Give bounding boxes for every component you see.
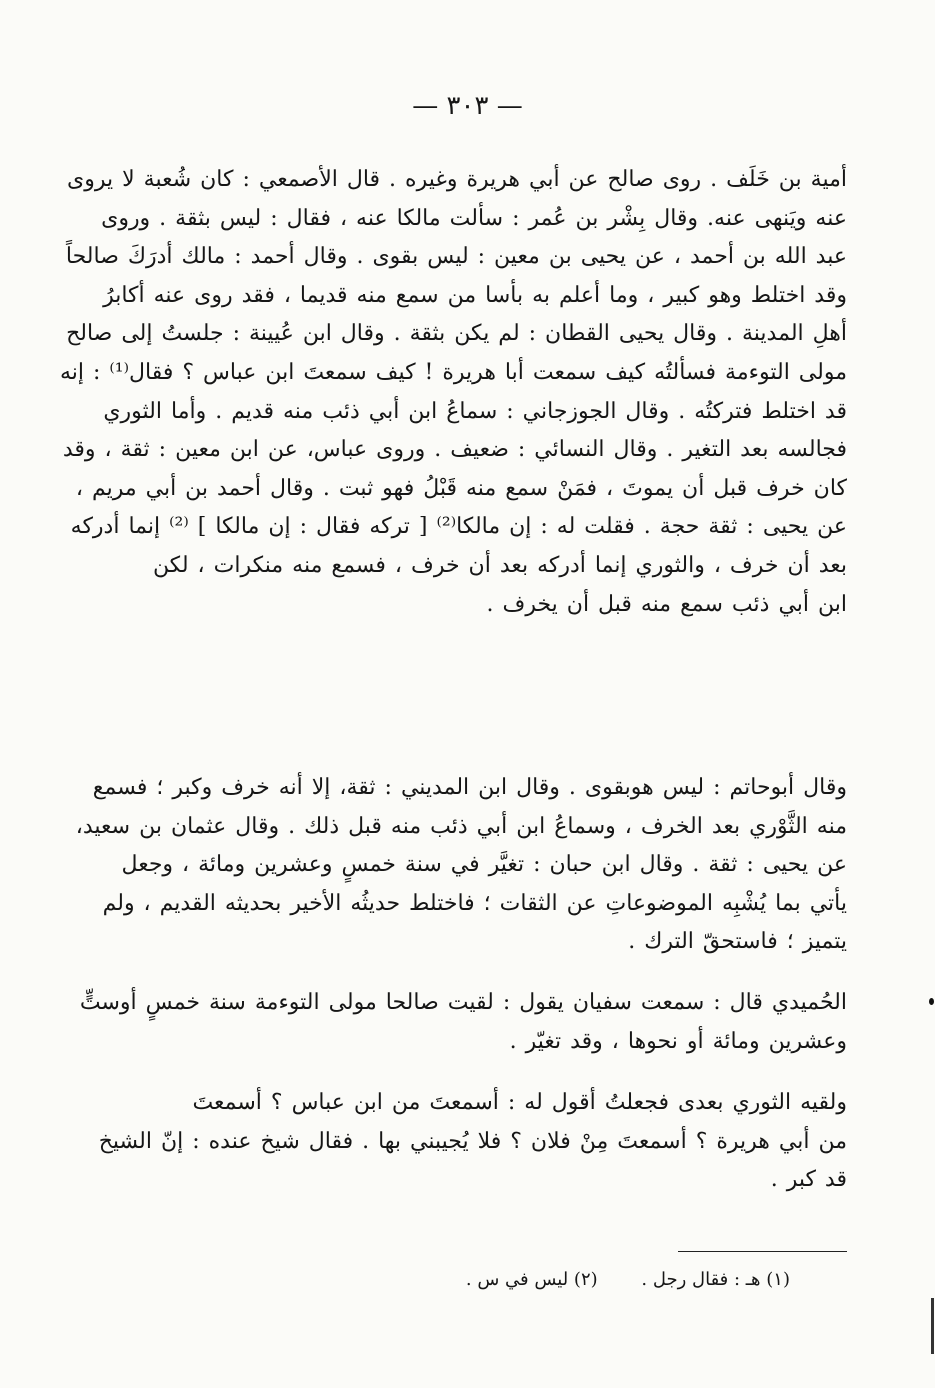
text-line: بعد أن خرف ، والثوري إنما أدركه بعد أن خرف ، فسمع منه منكرات ، لكن xyxy=(152,552,847,578)
text-line: عن يحيى : ثقة . وقال ابن حبان : تغيَّر في سنة خمسٍ وعشرين ومائة ، وجعل xyxy=(121,852,847,878)
text-line: أهلِ المدينة . وقال يحيى القطان : لم يكن بثقة . وقال ابن عُيينة : جلستُ إلى صالح xyxy=(66,321,847,347)
footnote-2: (٢) ليس في س . xyxy=(465,1269,598,1290)
text-line: قد كبر . xyxy=(770,1167,847,1193)
text-line: يتميز ؛ فاستحقّ الترك . xyxy=(628,929,847,955)
footnotes xyxy=(360,1265,790,1295)
paragraph-1 xyxy=(59,161,847,624)
text-line: مولى التوءمة فسألتُه كيف سمعت أبا هريرة ! كيف سمعتَ ابن عباس ؟ فقال⁽¹⁾ : إنه xyxy=(59,359,847,385)
paragraph-3 xyxy=(79,984,847,1061)
text-line: فجالسه بعد التغير . وقال النسائي : ضعيف . وروى عباس، عن ابن معين : ثقة ، وقد xyxy=(62,437,847,463)
paragraph-2 xyxy=(75,769,847,962)
paragraph-4 xyxy=(98,1084,847,1200)
text-line: يأتي بما يُشْبِه الموضوعاتِ عن الثقات ؛ فاختلط حديثُه الأخير بحديثه القديم ، ولم xyxy=(102,890,847,916)
text-line: الحُميدي قال : سمعت سفيان يقول : لقيت صالحا مولى التوءمة سنة خمسٍ أوستٍّ xyxy=(79,990,847,1015)
text-line: عن يحيى : ثقة حجة . فقلت له : إن مالكا⁽²⁾ [ تركه فقال : إن مالكا ] ⁽²⁾ إنما أدركه xyxy=(70,514,847,540)
text-line: عنه ويَنهى عنه. وقال بِشْر بن عُمر : سألت مالكا عنه ، فقال : ليس بثقة . وروى xyxy=(101,205,847,231)
page-number: — ٣٠٣ — xyxy=(412,91,523,121)
margin-dot xyxy=(929,998,934,1005)
text-line: عبد الله بن أحمد ، عن يحيى بن معين : ليس بقوى . وقال أحمد : مالك أدرَكَ صالحاً xyxy=(65,244,847,270)
text-line: من أبي هريرة ؟ أسمعتَ مِنْ فلان ؟ فلا يُجيبني بها . فقال شيخ عنده : إنّ الشيخ xyxy=(98,1128,847,1154)
text-line: وقد اختلط وهو كبير ، وما أعلم به بأسا من سمع منه قديما ، فقد روى عنه أكابرُ xyxy=(103,282,847,308)
text-line: ولقيه الثوري بعدى فجعلتُ أقول له : أسمعتَ من ابن عباس ؟ أسمعتَ xyxy=(192,1090,847,1115)
text-line: منه الثَّوْري بعد الخرف ، وسماعُ ابن أبي ذئب منه قبل ذلك . وقال عثمان بن سعيد، xyxy=(75,813,847,839)
text-line: وقال أبوحاتم : ليس هوبقوى . وقال ابن المديني : ثقة، إلا أنه خرف وكبر ؛ فسمع xyxy=(92,775,847,800)
text-line: كان خرف قبل أن يموتَ ، فمَنْ سمع منه قَبْلُ فهو ثبت . وقال أحمد بن أبي مريم ، xyxy=(75,475,847,501)
page-edge-mark xyxy=(931,1298,934,1354)
footnote-1: (١) هـ : فقال رجل . xyxy=(641,1269,790,1290)
text-line: وعشرين ومائة أو نحوها ، وقد تغيّر . xyxy=(509,1028,847,1054)
text-line: ابن أبي ذئب سمع منه قبل أن يخرف . xyxy=(486,591,847,617)
footnote-separator xyxy=(678,1251,847,1252)
text-line: أمية بن خَلَف . روى صالح عن أبي هريرة وغيره . قال الأصمعي : كان شُعبة لا يروى xyxy=(67,167,847,192)
text-line: قد اختلط فتركتُه . وقال الجوزجاني : سماعُ ابن أبي ذئب منه قديم . وأما الثوري xyxy=(103,398,847,424)
